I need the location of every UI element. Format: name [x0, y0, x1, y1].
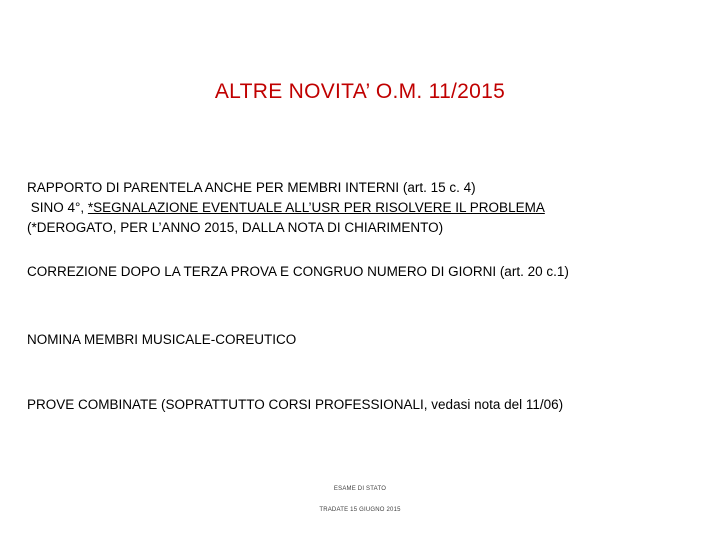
- item-prove: PROVE COMBINATE (SOPRATTUTTO CORSI PROFESSIONALI, vedasi nota del 11/06): [27, 397, 564, 412]
- slide-footer: [0, 484, 720, 516]
- footer-line2: TRADATE 15 GIUGNO 2015: [319, 507, 401, 513]
- slide-title: ALTRE NOVITA’ O.M. 11/2015: [214, 80, 506, 103]
- item-parentela-line1: RAPPORTO DI PARENTELA ANCHE PER MEMBRI INTERNI (art. 15 c. 4): [27, 180, 476, 195]
- item-parentela-line3: (*DEROGATO, PER L’ANNO 2015, DALLA NOTA DI CHIARIMENTO): [27, 220, 444, 235]
- item-parentela: [27, 178, 545, 238]
- item-correzione: CORREZIONE DOPO LA TERZA PROVA E CONGRUO NUMERO DI GIORNI (art. 20 c.1): [27, 264, 569, 279]
- footer-line1: ESAME DI STATO: [333, 486, 387, 492]
- item-parentela-line2-prefix: SINO 4°,: [27, 200, 88, 215]
- item-parentela-line2: [27, 198, 545, 218]
- item-parentela-line2-underlined: *SEGNALAZIONE EVENTUALE ALL’USR PER RISOLVERE IL PROBLEMA: [87, 200, 545, 215]
- item-nomina: NOMINA MEMBRI MUSICALE-COREUTICO: [27, 332, 297, 347]
